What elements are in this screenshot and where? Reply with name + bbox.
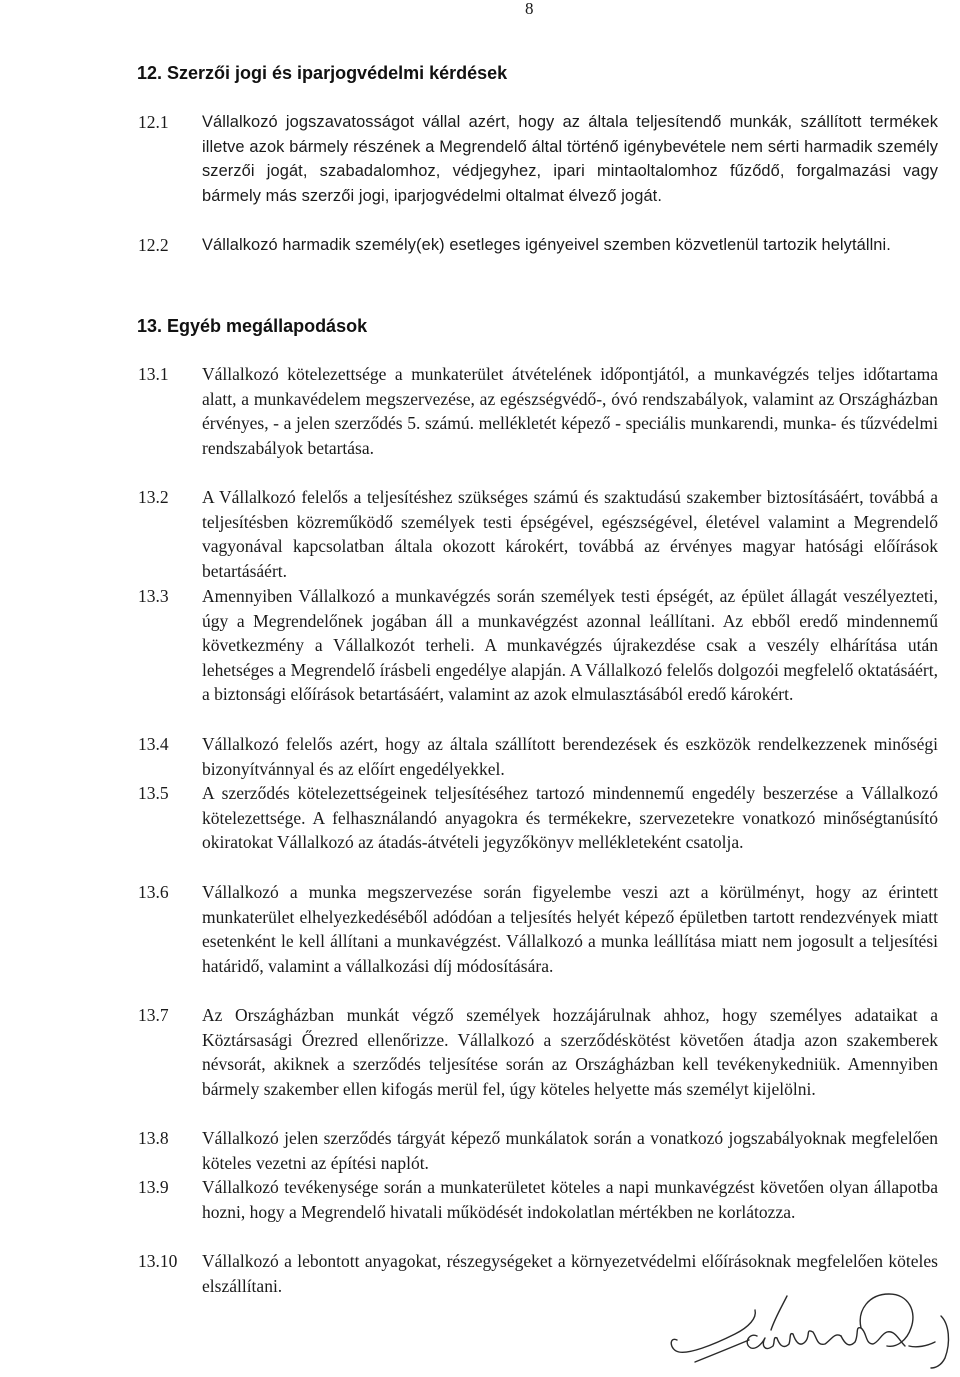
clause-text: Vállalkozó kötelezettsége a munkaterület átvételének időpontjától, a munkavégzés teljes időtartama alatt, a munkavédelem megszervezése, az egészségvédő-, óvó rendszabályok, valamint az Országházban érvényes, - a jelen szerződés 5. számú. mellékletét képező - speciális munkarendi, munka- és tűzvédelmi rendszabályok betartása. — [202, 364, 938, 458]
clause-number: 13.7 — [138, 1005, 169, 1025]
section-13-heading: 13. Egyéb megállapodások — [137, 316, 368, 336]
clause-number: 12.1 — [138, 112, 169, 132]
clause-12-1 — [138, 110, 938, 208]
clause-12-2 — [138, 233, 938, 258]
clause-text: Vállalkozó jogszavatosságot vállal azért, hogy az általa teljesítendő munkák, szállított termékek illetve azok bármely részének a Megrendelő által történő igénybevétele nem sérti harmadik személy szerzői jogát, szabadalomhoz, védjegyhez, ipari mintaoltalomhoz fűződő, forgalmazási vagy bármely más szerzői jogi, iparjogvédelmi oltalmat élvező jogát. — [202, 113, 938, 205]
clause-number: 13.8 — [138, 1128, 169, 1148]
clause-13-7 — [138, 1003, 938, 1101]
clause-13-4 — [138, 732, 938, 781]
clause-13-3 — [138, 584, 938, 707]
clause-number: 13.3 — [138, 586, 169, 606]
clause-text: Vállalkozó a munka megszervezése során figyelembe veszi azt a körülményt, hogy az érintett munkaterület elhelyezkedéséből adódóan a teljesítés helyét képező épületben tartott rendezvények miatt esetenként le kell állítani a munkavégzést. Vállalkozó a munka leállítása miatt nem jogosult a teljesítési határidő, valamint a vállalkozási díj módosítására. — [202, 882, 938, 976]
page-number: 8 — [525, 0, 534, 18]
section-12-heading: 12. Szerzői jogi és iparjogvédelmi kérdések — [137, 63, 508, 83]
clause-number: 13.5 — [138, 783, 169, 803]
clause-text: Vállalkozó tevékenysége során a munkaterületet köteles a napi munkavégzést követően olyan állapotba hozni, hogy a Megrendelő hivatali működését indokolatlan mértékben ne korlátozza. — [202, 1177, 938, 1222]
clause-13-9 — [138, 1175, 938, 1224]
clause-13-1 — [138, 362, 938, 460]
clause-13-2 — [138, 485, 938, 583]
clause-number: 13.9 — [138, 1177, 169, 1197]
clause-text: Vállalkozó jelen szerződés tárgyát képező munkálatok során a vonatkozó jogszabályoknak megfelelően köteles vezetni az építési naplót. — [202, 1128, 938, 1173]
handwritten-signature — [665, 1288, 955, 1373]
clause-text: Vállalkozó harmadik személy(ek) esetleges igényeivel szemben közvetlenül tartozik helytállni. — [202, 236, 891, 254]
clause-number: 13.4 — [138, 734, 169, 754]
clause-text: A Vállalkozó felelős a teljesítéshez szükséges számú és szaktudású szakember biztosításáért, továbbá a teljesítésben közreműködő személyek testi épségével, egészségével, életével valamint a Megrendelő vagyonával kapcsolatban általa okozott károkért, továbbá az érvényes magyar hatósági előírások betartásáért. — [202, 487, 938, 581]
clause-number: 12.2 — [138, 235, 169, 255]
clause-number: 13.6 — [138, 882, 169, 902]
clause-text: Amennyiben Vállalkozó a munkavégzés során személyek testi épségét, az épület állagát veszélyezteti, úgy a Megrendelőnek jogában áll a munkavégzést azonnal leállítani. Az ebből eredő mindennemű következmény a Vállalkozót terheli. A munkavégzés újrakezdése csak a veszély elhárítása után lehetséges a Megrendelő írásbeli engedélye alapján. A Vállalkozó felelős dolgozói megfelelő oktatásáért, a biztonsági előírások betartásáért, valamint az azok elmulasztásából eredő károkért. — [202, 586, 938, 705]
clause-13-8 — [138, 1126, 938, 1175]
clause-number: 13.1 — [138, 364, 169, 384]
clause-number: 13.2 — [138, 487, 169, 507]
clause-text: Vállalkozó felelős azért, hogy az általa szállított berendezések és eszközök rendelkezzenek minőségi bizonyítvánnyal és az előírt engedélyekkel. — [202, 734, 938, 779]
clause-13-6 — [138, 880, 938, 978]
clause-text: A szerződés kötelezettségeinek teljesítéséhez tartozó mindennemű engedély beszerzése a Vállalkozó kötelezettsége. A felhasználandó anyagokra és termékekre, szervezetekre vonatkozó minőségtanúsító okiratokat Vállalkozó az átadás-átvételi jegyzőkönyv mellékleteként csatolja. — [202, 783, 938, 853]
clause-text: Vállalkozó a lebontott anyagokat, részegységeket a környezetvédelmi előírásoknak megfelelően köteles elszállítani. — [202, 1251, 938, 1296]
clause-13-5 — [138, 781, 938, 855]
clause-text: Az Országházban munkát végző személyek hozzájárulnak ahhoz, hogy személyes adataikat a Köztársasági Őrezred ellenőrizze. Vállalkozó a szerződéskötést követően átadja azon szakemberek névsorát, akiknek a szerződés teljesítése során az Országházban kell tevékenykedniük. Amennyiben bármely szakember ellen kifogás merül fel, úgy köteles helyette más személyt kijelölni. — [202, 1005, 938, 1099]
clause-number: 13.10 — [138, 1251, 178, 1271]
